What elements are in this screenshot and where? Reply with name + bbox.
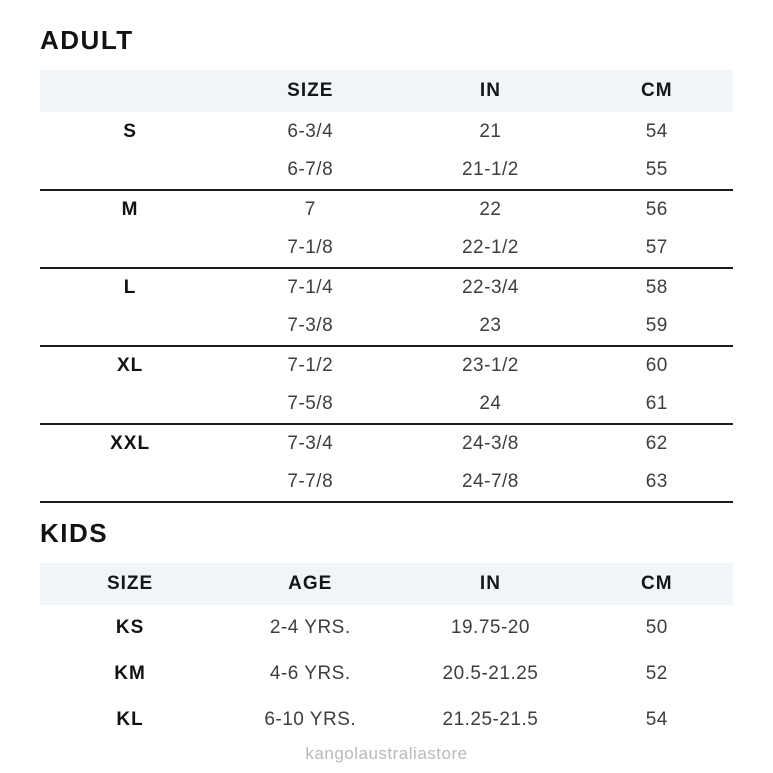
table-row — [40, 697, 733, 743]
row-label — [40, 463, 220, 502]
row-label: KM — [114, 663, 146, 684]
cell-size: 6-7/8 — [220, 151, 400, 190]
table-row — [40, 385, 733, 424]
cell-cm: 58 — [645, 277, 668, 298]
cell-size: 7-3/8 — [220, 307, 400, 346]
cell-in: 21-1/2 — [400, 151, 580, 190]
cell-in: 22-3/4 — [461, 277, 519, 298]
row-label: XXL — [110, 433, 151, 454]
kids-col-age: AGE — [220, 563, 400, 605]
cell-size: 7-1/4 — [287, 277, 334, 298]
adult-header-row — [40, 70, 733, 112]
cell-size: 7 — [304, 199, 316, 220]
cell-in: 21.25-21.5 — [442, 709, 539, 730]
cell-in: 22 — [479, 199, 502, 220]
row-label: S — [123, 120, 137, 142]
row-label — [40, 307, 220, 346]
table-row — [40, 424, 733, 463]
adult-col-size: SIZE — [220, 70, 400, 112]
row-label — [40, 229, 220, 268]
cell-cm: 54 — [645, 120, 668, 142]
row-label: XL — [116, 355, 144, 376]
table-row — [40, 605, 733, 651]
cell-cm: 55 — [581, 151, 733, 190]
kids-col-size: SIZE — [40, 563, 220, 605]
cell-age: 4-6 YRS. — [269, 663, 351, 684]
adult-col-in: IN — [400, 70, 580, 112]
row-label: KL — [116, 709, 144, 730]
cell-in: 23-1/2 — [461, 355, 519, 376]
row-label — [40, 385, 220, 424]
row-label: M — [121, 199, 139, 220]
table-row — [40, 463, 733, 502]
adult-col-blank — [40, 70, 220, 112]
table-row — [40, 151, 733, 190]
watermark: kangolaustraliastore — [305, 744, 468, 763]
table-row — [40, 112, 733, 151]
cell-in: 23 — [400, 307, 580, 346]
cell-in: 24-7/8 — [400, 463, 580, 502]
kids-col-in: IN — [400, 563, 580, 605]
table-row — [40, 307, 733, 346]
cell-cm: 63 — [581, 463, 733, 502]
cell-size: 6-3/4 — [287, 120, 334, 142]
table-row — [40, 651, 733, 697]
cell-cm: 59 — [581, 307, 733, 346]
row-label: KS — [115, 617, 145, 638]
cell-size: 7-7/8 — [220, 463, 400, 502]
cell-size: 7-1/2 — [287, 355, 334, 376]
adult-size-table — [40, 70, 733, 503]
cell-size: 7-3/4 — [287, 433, 334, 454]
cell-cm: 52 — [645, 663, 668, 684]
cell-cm: 57 — [581, 229, 733, 268]
cell-in: 20.5-21.25 — [442, 663, 539, 684]
adult-col-cm: CM — [581, 70, 733, 112]
cell-age: 6-10 YRS. — [264, 709, 357, 730]
table-row — [40, 346, 733, 385]
section-title-kids: KIDS — [40, 518, 109, 548]
cell-in: 24-3/8 — [461, 433, 519, 454]
kids-col-cm: CM — [581, 563, 733, 605]
cell-in: 22-1/2 — [400, 229, 580, 268]
cell-cm: 60 — [645, 355, 668, 376]
cell-in: 24 — [400, 385, 580, 424]
cell-age: 2-4 YRS. — [269, 617, 351, 638]
kids-header-row — [40, 563, 733, 605]
section-title-adult: ADULT — [40, 25, 134, 55]
cell-in: 21 — [479, 120, 502, 142]
cell-cm: 50 — [645, 617, 668, 638]
cell-cm: 61 — [581, 385, 733, 424]
table-row — [40, 229, 733, 268]
table-row — [40, 268, 733, 307]
table-row — [40, 190, 733, 229]
cell-size: 7-5/8 — [220, 385, 400, 424]
row-label: L — [123, 277, 137, 298]
cell-in: 19.75-20 — [450, 617, 530, 638]
row-label — [40, 151, 220, 190]
kids-size-table — [40, 563, 733, 743]
cell-cm: 62 — [645, 433, 668, 454]
cell-size: 7-1/8 — [220, 229, 400, 268]
cell-cm: 54 — [645, 709, 668, 730]
cell-cm: 56 — [645, 199, 668, 220]
